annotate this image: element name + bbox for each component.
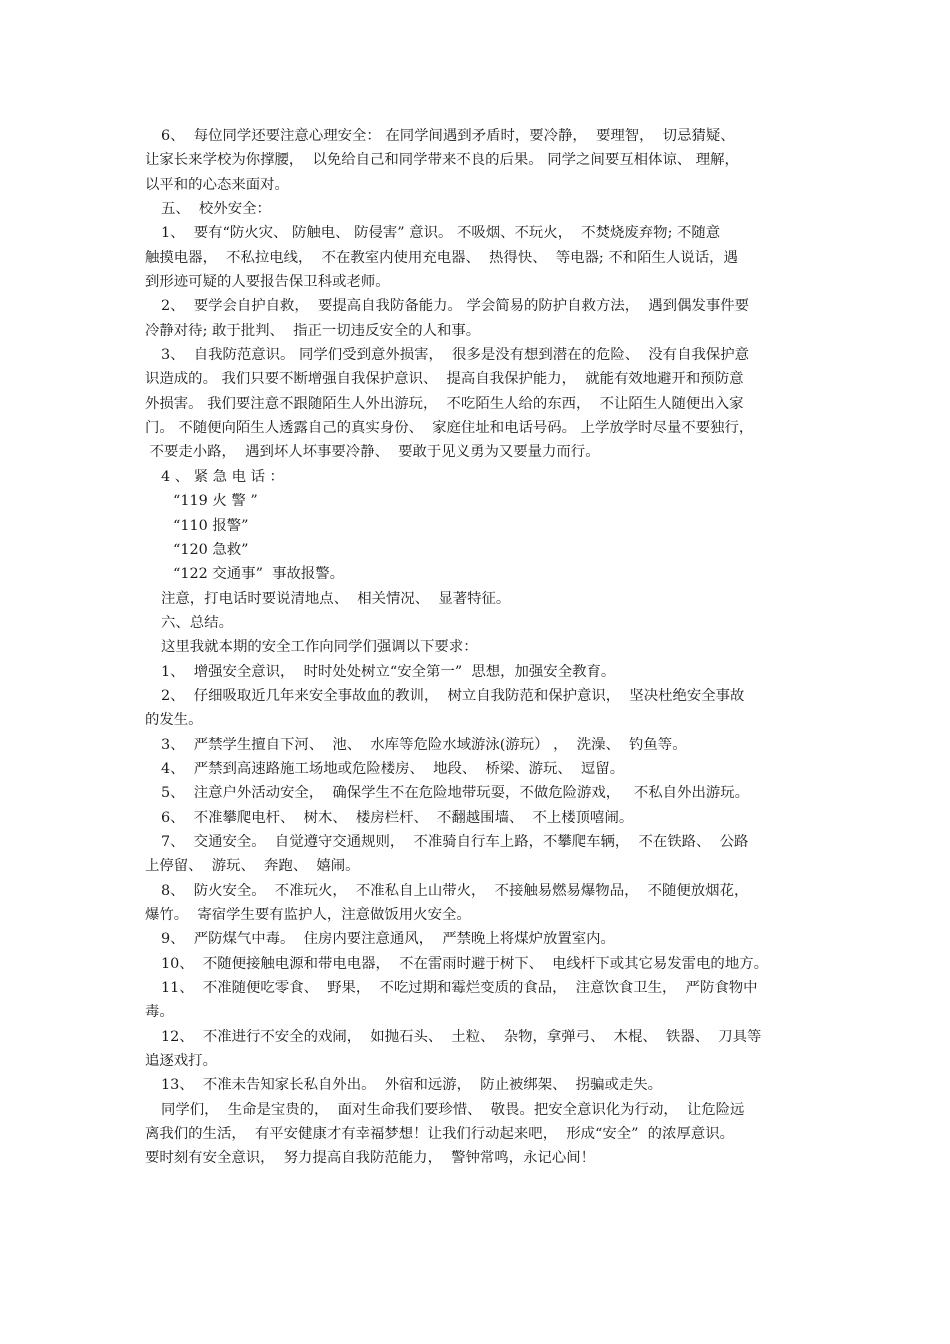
list-item: 12、 不准进行不安全的戏闹， 如抛石头、 土粒、 杂物，拿弹弓、 木棍、 铁器、 刀具等 [161, 1028, 762, 1045]
text-line: 以平和的心态来面对。 [145, 176, 289, 193]
list-item: 2、 仔细吸取近几年来安全事故血的教训， 树立自我防范和保护意识， 坚决杜绝安全事故 [161, 687, 745, 704]
closing-paragraph: 同学们， 生命是宝贵的， 面对生命我们要珍惜、 敬畏。把安全意识化为行动， 让危险远 [161, 1101, 745, 1118]
text-line: 要时刻有安全意识， 努力提高自我防范能力， 警钟常鸣，永记心间！ [145, 1150, 596, 1167]
list-item: 10、 不随便接触电源和带电电器， 不在雷雨时避于树下、 电线杆下或其它易发雷电的地方。 [161, 955, 768, 972]
text-line: 识造成的。 我们只要不断增强自我保护意识、 提高自我保护能力， 就能有效地避开和预防意 [145, 371, 744, 388]
text-line: 1、 要有“防火灾、 防触电、 防侵害” 意识。 不吸烟、不玩火， 不焚烧废弃物; 不随意 [161, 225, 721, 242]
phone-item-traffic: “122 交通事” 事故报警。 [173, 566, 345, 583]
text-line: 上停留、 游玩、 奔跑、 嬉闹。 [145, 858, 360, 875]
text-line: 门。 不随便向陌生人透露自己的真实身份、 家庭住址和电话号码。 上学放学时尽量不要独行， [145, 420, 754, 437]
list-item: 8、 防火安全。 不准玩火， 不准私自上山带火， 不接触易燃易爆物品， 不随便放烟花， [161, 882, 749, 899]
section-heading: 六、总结。 [161, 614, 233, 631]
text-line: 毒。 [145, 1004, 174, 1021]
text-line: 到形迹可疑的人要报告保卫科或老师。 [145, 274, 390, 291]
text-line: 追逐戏打。 [145, 1053, 217, 1070]
text-line: 注意，打电话时要说清地点、 相关情况、 显著特征。 [161, 590, 511, 607]
section-heading: 五、 校外安全： [161, 201, 271, 218]
text-line: 触摸电器， 不私拉电线， 不在教室内使用充电器、 热得快、 等电器; 不和陌生人说话，遇 [145, 249, 738, 266]
phone-item-fire: “119 火 警 ” [173, 493, 258, 510]
text-line: 让家长来学校为你撑腰， 以免给自己和同学带来不良的后果。 同学之间要互相体谅、 理解， [145, 152, 739, 169]
list-item: 9、 严防煤气中毒。 住房内要注意通风， 严禁晚上将煤炉放置室内。 [161, 931, 615, 948]
text-line: 3、 自我防范意识。 同学们受到意外损害， 很多是没有想到潜在的危险、 没有自我保护意 [161, 347, 750, 364]
list-item: 1、 增强安全意识， 时时处处树立“安全第一” 思想，加强安全教育。 [161, 663, 616, 680]
text-line: 不要走小路， 遇到坏人坏事要冷静、 要敢于见义勇为又要量力而行。 [145, 444, 600, 461]
list-item: 4、 严禁到高速路施工场地或危险楼房、 地段、 桥梁、游玩、 逗留。 [161, 760, 625, 777]
list-item: 7、 交通安全。 自觉遵守交通规则， 不准骑自行车上路，不攀爬车辆， 不在铁路、 公路 [161, 833, 749, 850]
emergency-phone-heading: 4 、 紧 急 电 话 ： [161, 468, 284, 485]
text-line: 离我们的生活， 有平安健康才有幸福梦想！让我们行动起来吧， 形成“安全” 的浓厚意识。 [145, 1126, 735, 1143]
list-item: 6、 不准攀爬电杆、 树木、 楼房栏杆、 不翻越围墙、 不上楼顶嘻闹。 [161, 809, 634, 826]
phone-item-police: “110 报警” [173, 517, 249, 534]
text-line: 2、 要学会自护自救， 要提高自我防备能力。 学会简易的防护自救方法， 遇到偶发事件要 [161, 298, 750, 315]
text-line: 爆竹。 寄宿学生要有监护人，注意做饭用火安全。 [145, 907, 471, 923]
list-item: 3、 严禁学生擅自下河、 池、 水库等危险水域游泳(游玩） ， 洗澡、 钓鱼等。 [161, 736, 687, 753]
text-line: 这里我就本期的安全工作向同学们强调以下要求： [161, 639, 478, 656]
list-item: 11、 不准随便吃零食、 野果， 不吃过期和霉烂变质的食品， 注意饮食卫生， 严防食物中 [161, 980, 758, 997]
document-body [145, 124, 815, 1171]
list-item: 5、 注意户外活动安全， 确保学生不在危险地带玩耍，不做危险游戏， 不私自外出游玩。 [161, 785, 750, 802]
text-line: 6、 每位同学还要注意心理安全： 在同学间遇到矛盾时，要冷静， 要理智， 切忌猜疑、 [161, 128, 735, 144]
text-line: 冷静对待; 敢于批判、 指正一切违反安全的人和事。 [145, 322, 481, 339]
text-line: 的发生。 [145, 712, 203, 729]
text-line: 外损害。 我们要注意不跟随陌生人外出游玩， 不吃陌生人给的东西， 不让陌生人随便出入家 [145, 395, 744, 412]
phone-item-ambulance: “120 急救” [173, 541, 249, 558]
list-item: 13、 不准未告知家长私自外出。 外宿和远游， 防止被绑架、 拐骗或走失。 [161, 1077, 663, 1094]
